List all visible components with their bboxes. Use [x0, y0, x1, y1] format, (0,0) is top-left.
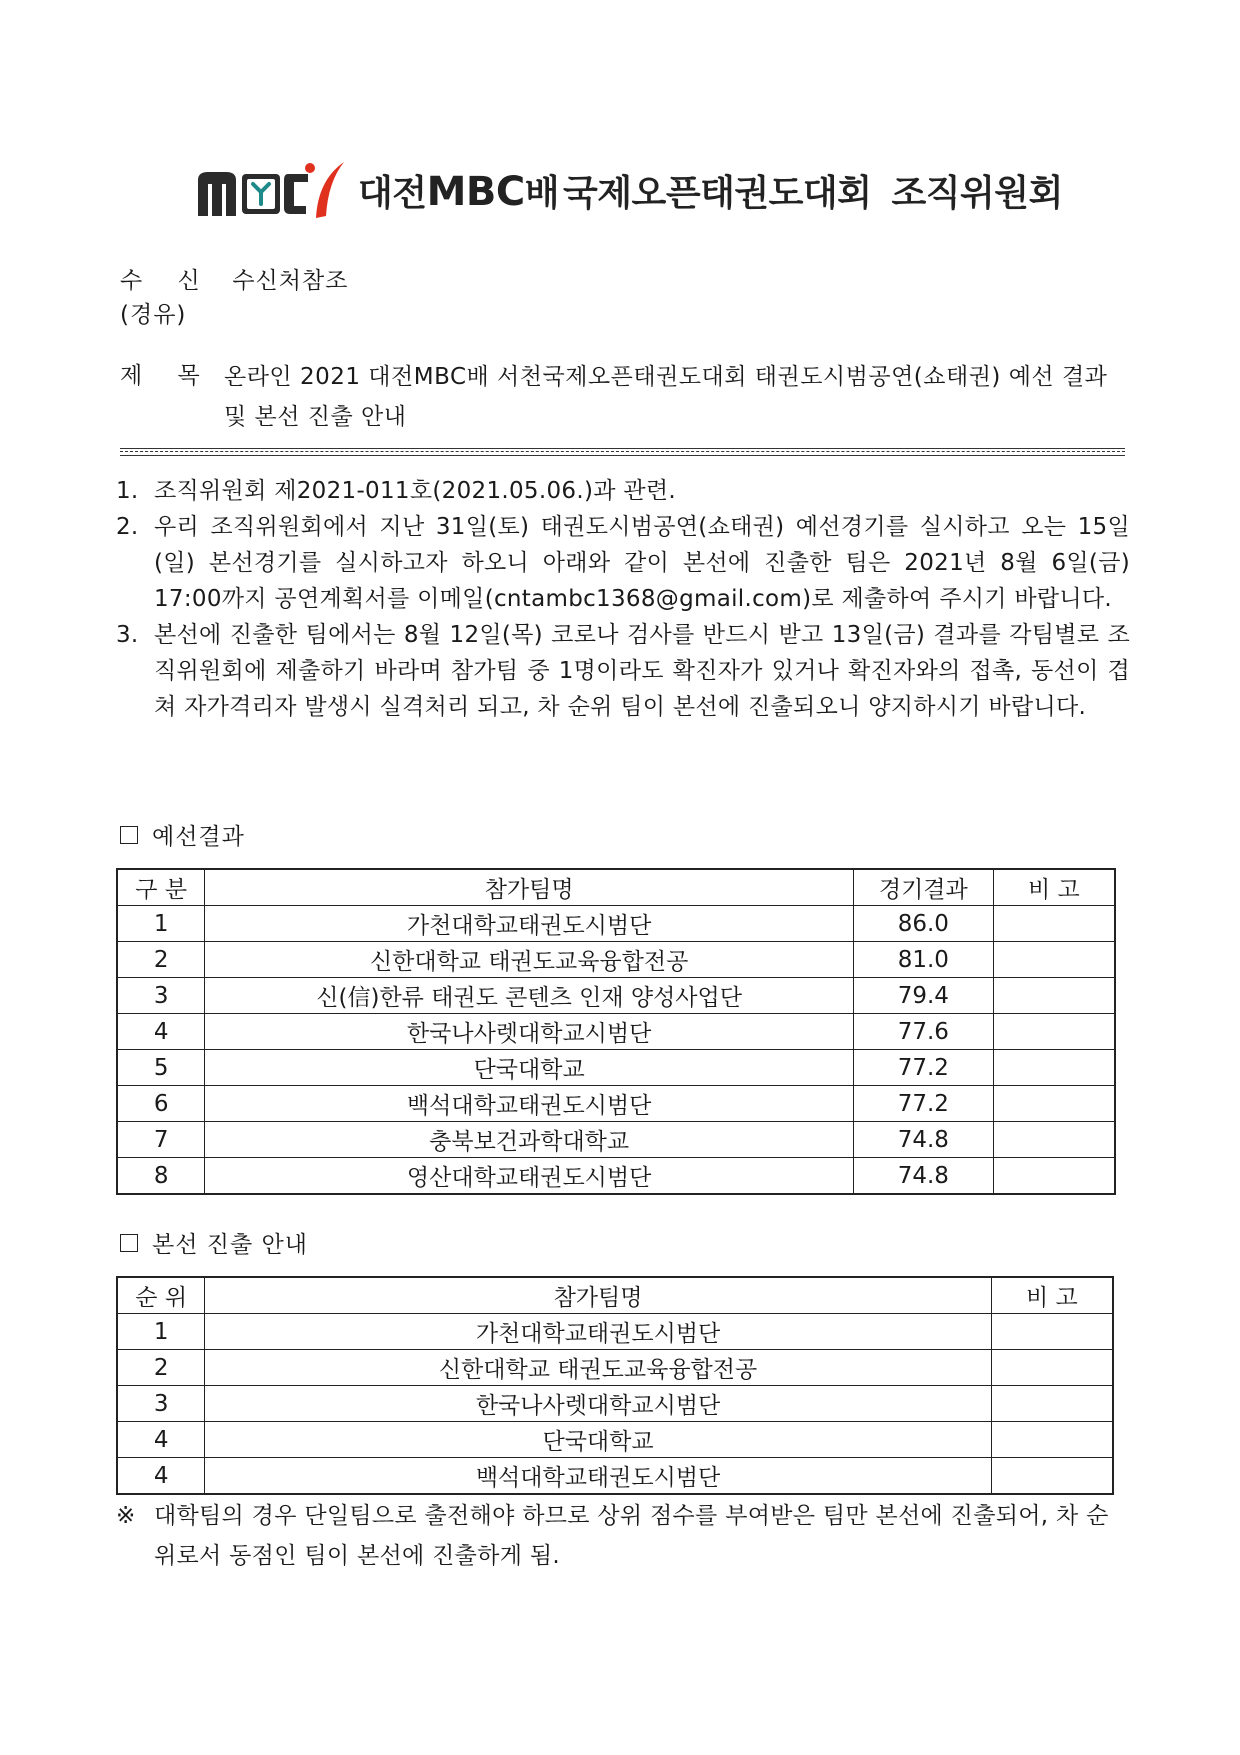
subject-text: 온라인 2021 대전MBC배 서천국제오픈태권도대회 태권도시범공연(쇼태권) 예선 결과 및 본선 진출 안내 — [224, 364, 1108, 430]
cell-score: 79.4 — [853, 978, 993, 1014]
cell-score: 77.6 — [853, 1014, 993, 1050]
cell-remarks — [993, 906, 1115, 942]
cell-score: 77.2 — [853, 1050, 993, 1086]
cell-team: 충북보건과학대학교 — [205, 1122, 854, 1158]
table-row — [117, 1314, 1113, 1350]
title-prefix: 대전 — [358, 172, 427, 214]
finals-title: 본선 진출 안내 — [152, 1232, 308, 1258]
cell-team: 가천대학교태권도시범단 — [205, 1314, 991, 1350]
prelim-section-title — [120, 818, 245, 851]
cell-score: 86.0 — [853, 906, 993, 942]
table-row — [117, 1458, 1113, 1495]
title-committee: 조직위원회 — [891, 172, 1063, 214]
item-number: 3. — [116, 622, 139, 648]
cell-rank: 1 — [117, 906, 205, 942]
cell-remarks — [991, 1350, 1113, 1386]
cell-team: 가천대학교태권도시범단 — [205, 906, 854, 942]
title-event: 국제오픈태권도대회 — [563, 172, 872, 214]
cell-team: 백석대학교태권도시범단 — [205, 1086, 854, 1122]
cell-rank: 4 — [117, 1014, 205, 1050]
cell-team: 한국나사렛대학교시범단 — [205, 1014, 854, 1050]
cell-rank: 1 — [117, 1314, 205, 1350]
table-row — [117, 1086, 1115, 1122]
table-row — [117, 1386, 1113, 1422]
table-header-row — [117, 1277, 1113, 1314]
checkbox-square-icon — [120, 1234, 138, 1252]
table-row — [117, 906, 1115, 942]
cell-rank: 7 — [117, 1122, 205, 1158]
cell-rank: 2 — [117, 942, 205, 978]
divider-rule — [120, 448, 1125, 456]
header-team: 참가팀명 — [205, 869, 854, 906]
via-row — [120, 296, 186, 329]
mbc-logo — [196, 160, 346, 220]
title-bae: 배 — [524, 172, 559, 214]
header-result: 경기결과 — [853, 869, 993, 906]
item-text: 본선에 진출한 팀에서는 8월 12일(목) 코로나 검사를 반드시 받고 13일(금) 결과를 각팀별로 조직위원회에 제출하기 바라며 참가팀 중 1명이라도 확진자가 있거나 확진자와의 접촉, 동선이 겹쳐 자가격리자 발생시 실격처리 되고, 차 순위 팀이 본선에 진출되오니 양지하시기 바랍니다. — [154, 622, 1130, 720]
body-item — [116, 473, 1130, 509]
cell-remarks — [993, 1050, 1115, 1086]
cell-score: 81.0 — [853, 942, 993, 978]
table-row — [117, 1050, 1115, 1086]
footnote-text: 대학팀의 경우 단일팀으로 출전해야 하므로 상위 점수를 부여받은 팀만 본선에 진출되어, 차 순위로서 동점인 팀이 본선에 진출하게 됨. — [154, 1503, 1109, 1569]
finals-table — [116, 1276, 1114, 1495]
title-mbc: MBC — [426, 168, 525, 215]
table-row — [117, 1014, 1115, 1050]
cell-team: 단국대학교 — [205, 1422, 991, 1458]
cell-rank: 4 — [117, 1422, 205, 1458]
cell-remarks — [991, 1314, 1113, 1350]
body-list — [116, 473, 1130, 725]
recipient-label: 수 신 — [120, 268, 214, 294]
cell-remarks — [993, 1086, 1115, 1122]
checkbox-square-icon — [120, 826, 138, 844]
table-row — [117, 1422, 1113, 1458]
reference-mark: ※ — [116, 1503, 136, 1529]
cell-team: 신한대학교 태권도교육융합전공 — [205, 942, 854, 978]
finals-section-title — [120, 1226, 308, 1259]
subject-label: 제 목 — [120, 363, 214, 389]
cell-team: 영산대학교태권도시범단 — [205, 1158, 854, 1195]
item-text: 우리 조직위원회에서 지난 31일(토) 태권도시범공연(쇼태권) 예선경기를 실시하고 오는 15일(일) 본선경기를 실시하고자 하오니 아래와 같이 본선에 진출한 팀은 2021년 8월 6일(금) 17:00까지 공연계획서를 이메일(cntambc1368@gmail.com)로 제출하여 주시기 바랍니다. — [154, 514, 1130, 612]
cell-remarks — [991, 1458, 1113, 1495]
cell-remarks — [993, 1122, 1115, 1158]
header-rank: 구 분 — [117, 869, 205, 906]
via-label: (경유) — [120, 302, 187, 328]
cell-remarks — [993, 1158, 1115, 1195]
prelim-results-table — [116, 868, 1116, 1195]
footnote — [116, 1496, 1130, 1576]
body-item — [116, 617, 1130, 725]
cell-score: 74.8 — [853, 1158, 993, 1195]
recipient-value: 수신처참조 — [232, 268, 349, 294]
cell-remarks — [993, 942, 1115, 978]
table-row — [117, 1158, 1115, 1195]
header-rank: 순 위 — [117, 1277, 205, 1314]
cell-rank: 2 — [117, 1350, 205, 1386]
prelim-title: 예선결과 — [152, 824, 245, 850]
cell-team: 한국나사렛대학교시범단 — [205, 1386, 991, 1422]
table-row — [117, 978, 1115, 1014]
cell-remarks — [991, 1386, 1113, 1422]
table-header-row — [117, 869, 1115, 906]
table-row — [117, 942, 1115, 978]
cell-team: 신한대학교 태권도교육융합전공 — [205, 1350, 991, 1386]
cell-remarks — [993, 1014, 1115, 1050]
cell-team: 신(信)한류 태권도 콘텐츠 인재 양성사업단 — [205, 978, 854, 1014]
body-item — [116, 509, 1130, 617]
cell-remarks — [993, 978, 1115, 1014]
header-remarks: 비 고 — [991, 1277, 1113, 1314]
cell-score: 74.8 — [853, 1122, 993, 1158]
cell-rank: 6 — [117, 1086, 205, 1122]
item-number: 2. — [116, 514, 139, 540]
cell-rank: 4 — [117, 1458, 205, 1495]
cell-rank: 3 — [117, 978, 205, 1014]
table-row — [117, 1350, 1113, 1386]
cell-rank: 5 — [117, 1050, 205, 1086]
item-number: 1. — [116, 478, 139, 504]
header-remarks: 비 고 — [993, 869, 1115, 906]
cell-rank: 3 — [117, 1386, 205, 1422]
letterhead — [196, 158, 1063, 222]
header-team: 참가팀명 — [205, 1277, 991, 1314]
cell-rank: 8 — [117, 1158, 205, 1195]
cell-remarks — [991, 1422, 1113, 1458]
item-text: 조직위원회 제2021-011호(2021.05.06.)과 관련. — [154, 478, 676, 504]
cell-team: 백석대학교태권도시범단 — [205, 1458, 991, 1495]
table-row — [117, 1122, 1115, 1158]
cell-team: 단국대학교 — [205, 1050, 854, 1086]
subject-row — [120, 357, 214, 390]
recipient-row — [120, 262, 348, 295]
cell-score: 77.2 — [853, 1086, 993, 1122]
organization-title — [358, 165, 1063, 216]
